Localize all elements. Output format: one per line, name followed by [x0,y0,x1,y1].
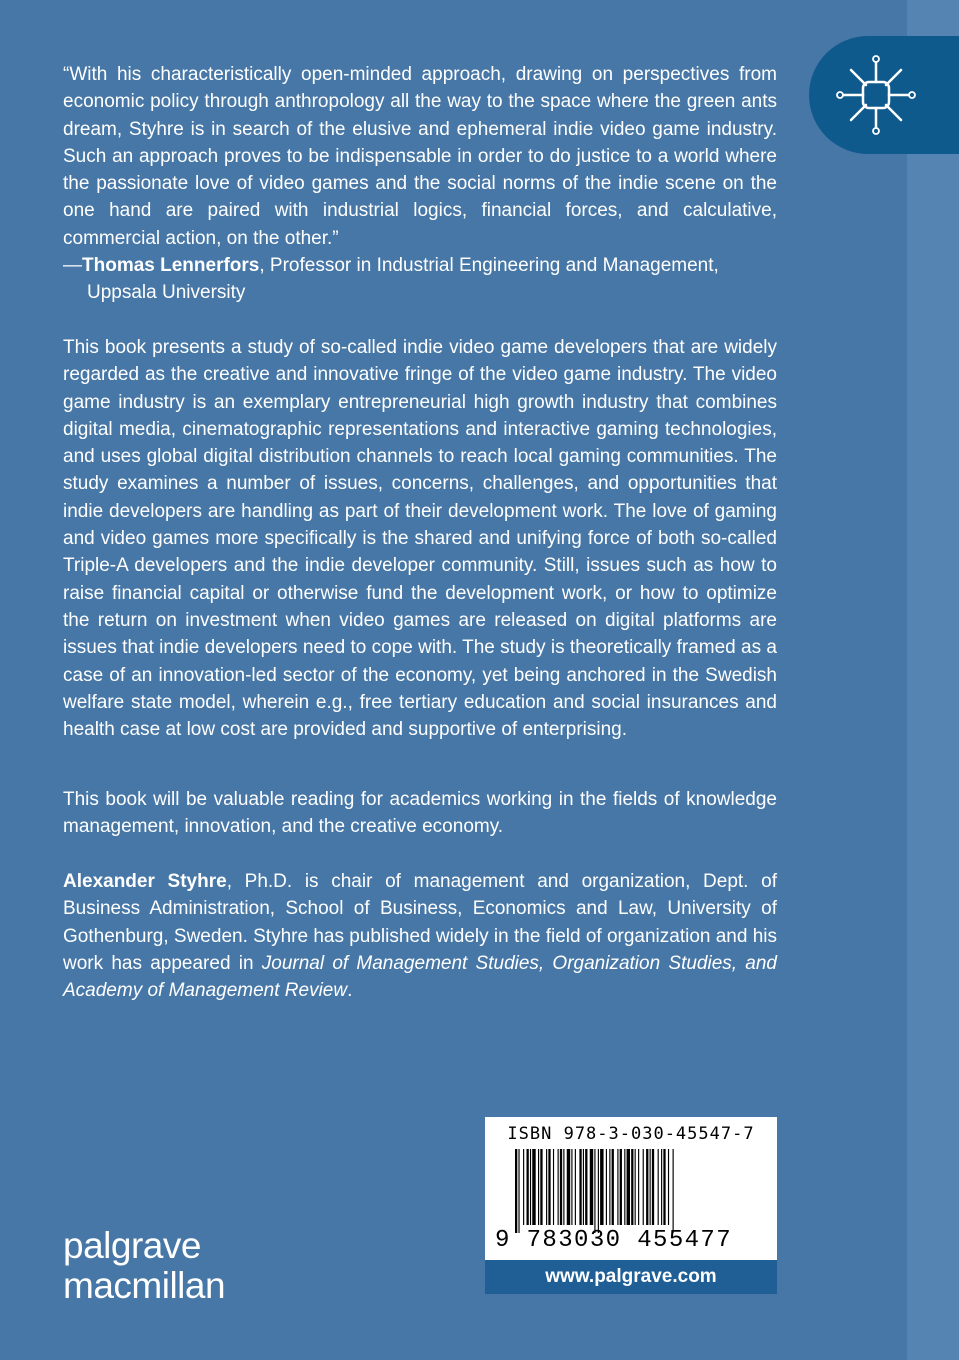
author-bio-body: , Ph.D. is chair of management and organization, Dept. of Business Administration, School of Business, Economics and Law, University of Gothenburg, Sweden. Styhre has published widely in the field of organization and his work has appeared in [63,871,778,974]
publisher-line-2: macmillan [63,1265,226,1306]
audience-text: This book will be valuable reading for academics working in the fields of knowledge management, innovation, and the creative economy. [63,789,777,838]
barcode-icon [515,1149,755,1233]
description-text: This book presents a study of so-called indie video game developers that are widely regarded as the creative and innovative fringe of the video game industry. The video game industry is an exemplary entrepreneurial high growth industry that combines digital media, cinematographic representations and interactive gaming technologies, and uses global digital distribution channels to reach local gaming communities. The study examines a number of issues, concerns, challenges, and opportunities that indie developers are handling as part of their development work. The love of gaming and video games more specifically is the shared and unifying force of both so-called Triple-A developers and the indie developer community. Still, issues such as how to raise financial capital or otherwise fund the development work, or how to optimize the return on investment when video games are released on digital platforms are issues that indie developers need to cope with. The study is theoretically framed as a case of an innovation-led sector of the economy, yet being anchored in the Swedish welfare state model, wherein e.g., free tertiary education and social insurances and health case at low cost are provided and supportive of enterprising. [63,337,777,741]
audience-statement [63,786,777,841]
spine-strip [907,0,959,1360]
endorsement-quote [63,61,777,252]
website-url: www.palgrave.com [485,1260,777,1294]
attribution-dash: — [63,255,82,276]
logo-tab [809,36,959,154]
author-bio-text [63,868,777,1004]
publisher-line-1: palgrave [63,1225,201,1266]
barcode-digits: 9 783030 455477 [495,1227,733,1254]
quote-text: “With his characteristically open-minded approach, drawing on perspectives from economic policy through anthropology all the way to the space where the green ants dream, Styhre is in search of the elusive and ephemeral indie video game industry. Such an approach proves to be indispensable in order to do justice to a world where the passionate love of video games and the social norms of the indie scene on the one hand are paired with industrial logics, financial forces, and calculative, commercial action, on the other.” [63,64,777,249]
author-bio [63,868,777,1004]
quote-attribution [63,252,777,307]
isbn-label: ISBN 978-3-030-45547-7 [507,1124,755,1144]
author-journals: Journal of Management Studies, Organization Studies, and Academy of Management Review [63,952,777,1002]
endorser-name: Thomas Lennerfors [82,255,260,276]
palgrave-logo-icon [833,54,919,136]
endorser-affiliation: Uppsala University [87,282,246,304]
endorser-role: , Professor in Industrial Engineering and Management, [259,255,719,276]
publisher-logo [63,1226,225,1306]
author-bio-end: . [347,980,353,1002]
author-name: Alexander Styhre [63,871,227,892]
book-description [63,334,777,743]
barcode-box [485,1117,777,1260]
